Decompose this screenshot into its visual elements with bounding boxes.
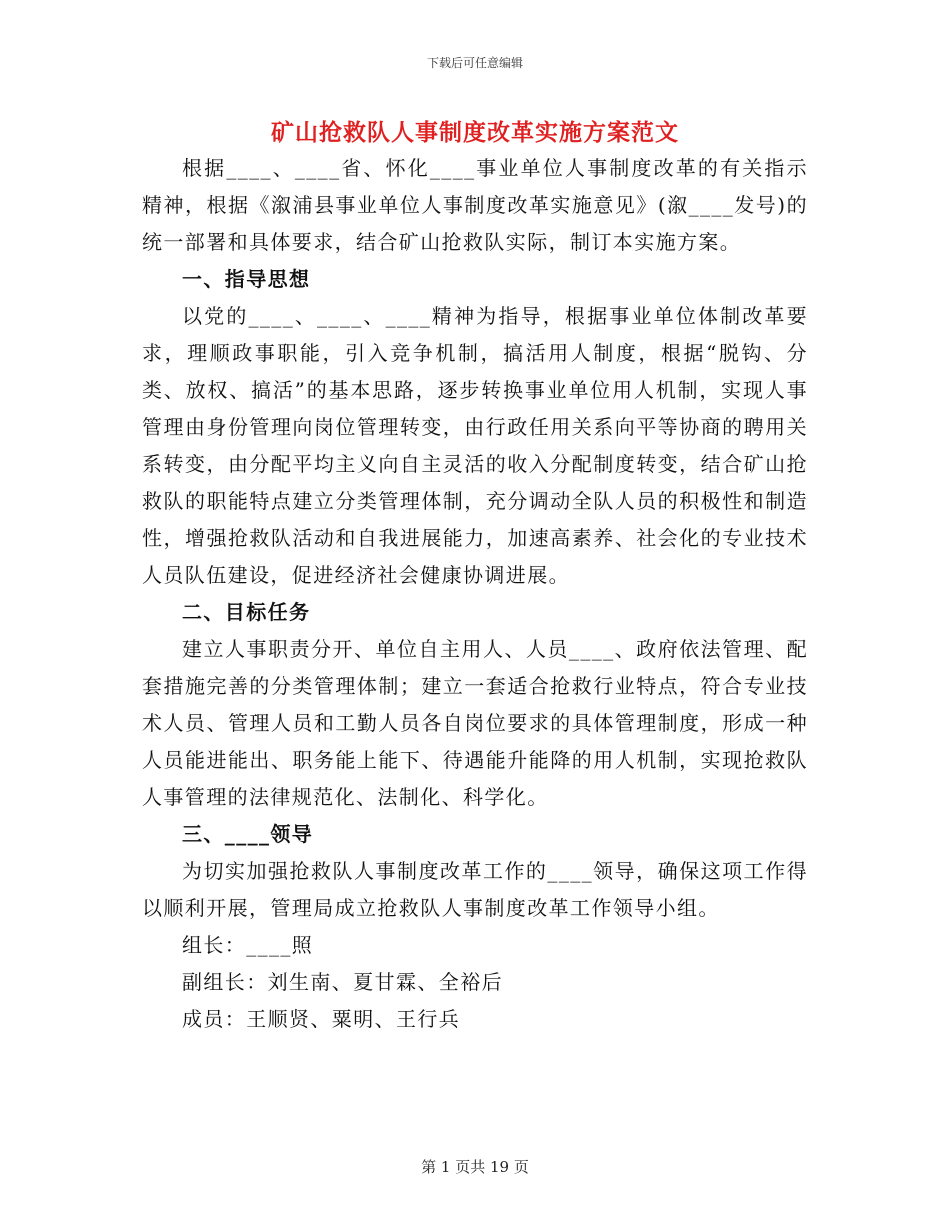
paragraph-intro: 根据____、____省、怀化____事业单位人事制度改革的有关指示精神，根据《溆浦县事业单位人事制度改革实施意见》(溆____发号)的统一部署和具体要求，结合矿山抢救队实际，制订本实施方案。	[142, 156, 808, 254]
document-title: 矿山抢救队人事制度改革实施方案范文	[271, 119, 679, 146]
section-heading-leadership: 三、____领导	[182, 822, 314, 846]
document-body	[142, 150, 808, 1038]
paragraph-guiding-ideology: 以党的____、____、____精神为指导，根据事业单位体制改革要求，理顺政事职能，引入竞争机制，搞活用人制度，根据“脱钩、分类、放权、搞活”的基本思路，逐步转换事业单位用人机制，实现人事管理由身份管理向岗位管理转变，由行政任用关系向平等协商的聘用关系转变，由分配平均主义向自主灵活的收入分配制度转变，结合矿山抢救队的职能特点建立分类管理体制，充分调动全队人员的积极性和制造性，增强抢救队活动和自我进展能力，加速高素养、社会化的专业技术人员队伍建设，促进经济社会健康协调进展。	[142, 304, 808, 587]
members-line: 成员：王顺贤、粟明、王行兵	[182, 1007, 461, 1031]
leader-line: 组长：____照	[182, 933, 314, 957]
vice-leader-line: 副组长：刘生南、夏甘霖、全裕后	[182, 970, 503, 994]
section-heading-target-tasks: 二、目标任务	[182, 600, 311, 624]
paragraph-leadership: 为切实加强抢救队人事制度改革工作的____领导，确保这项工作得以顺利开展，管理局成立抢救队人事制度改革工作领导小组。	[142, 859, 808, 920]
page-number-footer: 第 1 页共 19 页	[421, 1158, 529, 1176]
page-header-note: 下载后可任意编辑	[426, 56, 523, 70]
paragraph-target-tasks: 建立人事职责分开、单位自主用人、人员____、政府依法管理、配套措施完善的分类管理体制；建立一套适合抢救行业特点，符合专业技术人员、管理人员和工勤人员各自岗位要求的具体管理制度，形成一种人员能进能出、职务能上能下、待遇能升能降的用人机制，实现抢救队人事管理的法律规范化、法制化、科学化。	[142, 637, 808, 809]
section-heading-guiding-ideology: 一、指导思想	[182, 267, 311, 291]
